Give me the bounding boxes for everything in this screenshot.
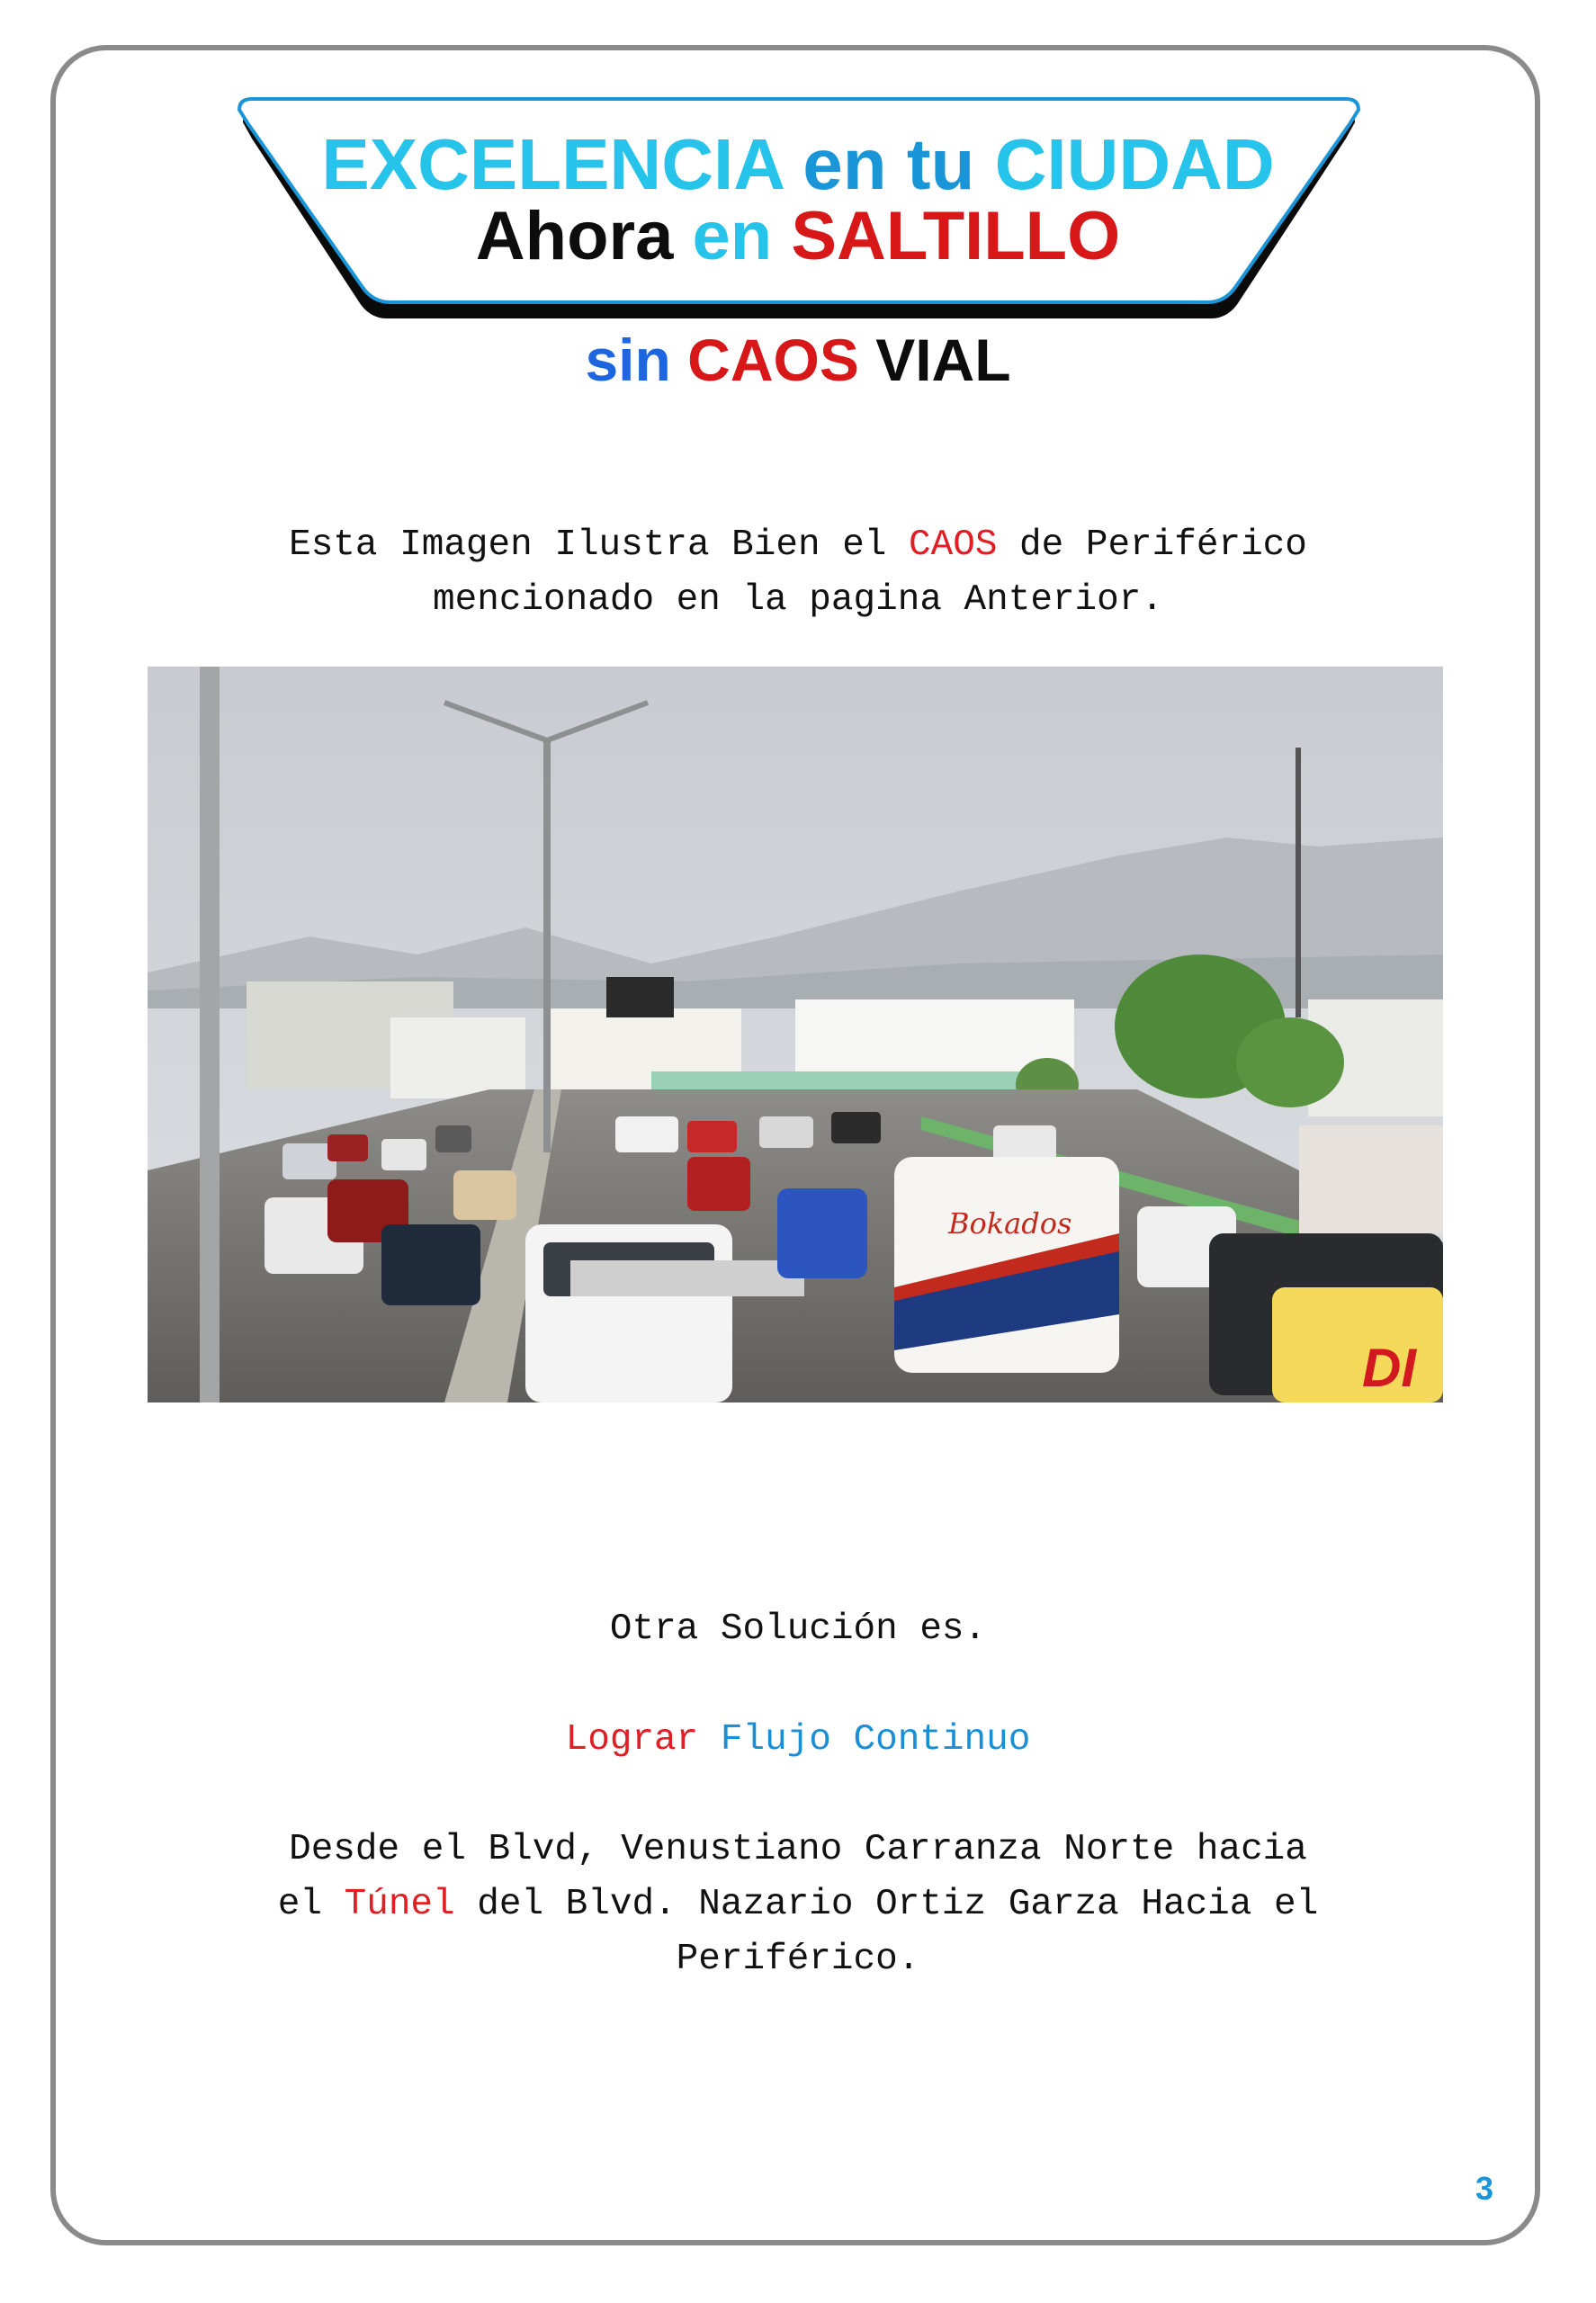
tree-right-2 (1236, 1017, 1344, 1107)
car-left-3 (381, 1224, 480, 1305)
intro-text-a: Esta Imagen Ilustra Bien el (289, 524, 910, 566)
intro-highlight-caos: CAOS (909, 524, 998, 566)
traffic-photo (148, 667, 1443, 1402)
van-brand-text: Bokados (948, 1206, 1072, 1241)
building-mid (390, 1017, 525, 1098)
truck-right (1299, 1125, 1443, 1233)
car-blue (777, 1188, 867, 1278)
lamp-post-center (543, 739, 551, 1152)
subtitle (0, 326, 1596, 394)
solution-desc-line-3: Periférico. (676, 1939, 920, 1980)
intro-text-b: de Periférico (997, 524, 1307, 566)
subtitle-word-vial: VIAL (875, 327, 1011, 393)
lamp-post-main (200, 667, 220, 1402)
intro-line-1 (0, 518, 1596, 573)
truck-yellow (1272, 1287, 1443, 1402)
banner-word-ahora: Ahora (475, 198, 674, 274)
subtitle-word-sin: sin (585, 327, 671, 393)
intro-line-2: mencionado en la pagina Anterior. (433, 579, 1163, 621)
page-number: 3 (1475, 2170, 1494, 2207)
truck-logo: DI (1362, 1338, 1416, 1398)
car-red (687, 1157, 750, 1211)
ladder-rack (570, 1260, 804, 1296)
solution-desc-line-1: Desde el Blvd, Venustiano Carranza Norte hacia (289, 1829, 1307, 1870)
antenna (1296, 748, 1301, 1017)
solution-desc-line-2 (0, 1877, 1596, 1932)
banner-word-en-tu: en tu (802, 124, 975, 204)
desc-text-b: del Blvd. Nazario Ortiz Garza Hacia el (454, 1884, 1319, 1925)
sign-panel (606, 977, 674, 1017)
banner-word-saltillo: SALTILLO (791, 198, 1121, 274)
banner-line-1 (0, 124, 1596, 205)
banner-word-ciudad: CIUDAD (994, 124, 1275, 204)
goal-word-flujo-continuo: Flujo Continuo (720, 1719, 1031, 1761)
goal-word-lograr: Lograr (565, 1719, 699, 1761)
solution-heading: Otra Solución es. (609, 1609, 987, 1650)
desc-highlight-tunel: Túnel (344, 1884, 455, 1925)
banner-word-excelencia: EXCELENCIA (321, 124, 783, 204)
traffic-scene (148, 667, 1443, 1402)
desc-text-a: el (277, 1884, 345, 1925)
banner-word-en: en (692, 198, 773, 274)
subtitle-word-caos: CAOS (687, 327, 859, 393)
banner-line-2 (0, 198, 1596, 275)
solution-goal (0, 1713, 1596, 1768)
car-left-4 (453, 1170, 516, 1220)
